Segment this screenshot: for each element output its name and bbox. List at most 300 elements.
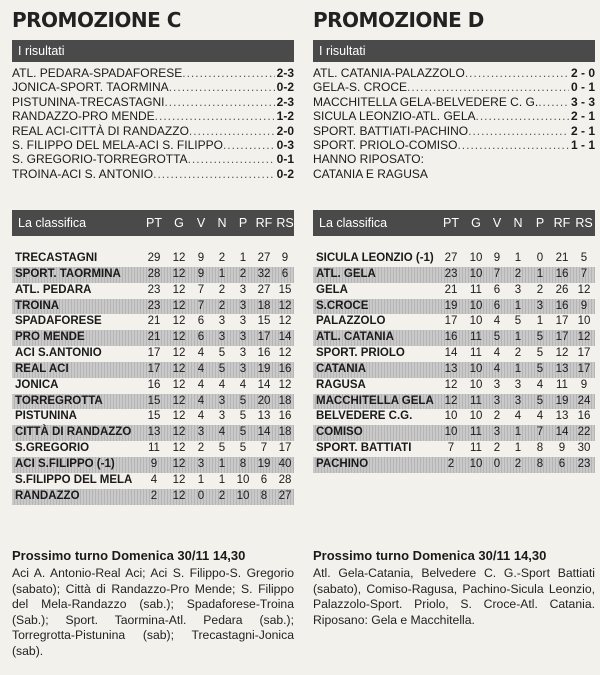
stat-n: 4 [514,410,522,423]
result-row [12,152,294,166]
stat-v: 3 [493,394,501,407]
stat-n: 2 [218,299,226,312]
stat-p: 5 [536,394,544,407]
stat-v: 3 [197,426,205,439]
standings-row [313,378,595,394]
result-leader-dots [457,138,569,152]
stat-pt: 17 [147,362,161,375]
standings-row [12,267,294,283]
standings-header-title: La classifica [319,216,388,230]
standings-row [313,457,595,473]
result-row [313,80,595,94]
standings-row [313,346,595,362]
stat-n: 1 [514,362,522,375]
stat-g: 10 [469,362,483,375]
result-match: S. FILIPPO DEL MELA-ACI S. FILIPPO [12,137,223,152]
team-name: BELVEDERE C.G. [316,410,413,423]
stat-pt: 21 [444,283,458,296]
team-name: CATANIA [316,362,367,375]
stat-p: 5 [536,331,544,344]
stat-n: 5 [218,362,226,375]
stat-rs: 5 [580,252,588,264]
stat-n: 1 [218,457,226,470]
team-name: PRO MENDE [15,331,85,344]
stat-rs: 18 [278,394,292,407]
stat-v: 3 [493,378,501,391]
stat-rs: 22 [577,426,591,439]
result-score: 2-0 [276,123,294,138]
promozione-d-standings [313,251,595,473]
stat-pt: 19 [444,299,458,312]
promozione-d-column [313,6,595,627]
header-v: V [196,216,206,230]
stat-pt: 23 [147,283,161,296]
stat-rf: 11 [556,378,568,391]
result-leader-dots [188,152,275,166]
stat-n: 5 [218,442,226,455]
stat-rs: 16 [278,410,292,423]
stat-v: 0 [197,489,205,502]
stat-rs: 14 [278,331,292,344]
stat-g: 11 [470,426,482,439]
stat-v: 4 [493,347,501,360]
stat-n: 4 [218,426,226,439]
stat-n: 3 [218,331,226,344]
standings-row [313,394,595,410]
team-name: ATL. GELA [316,267,376,280]
stat-rs: 17 [278,442,292,455]
stat-pt: 23 [147,299,161,312]
stat-p: 5 [239,442,247,455]
stat-rf: 20 [257,394,271,407]
standings-row [12,251,294,267]
stat-v: 4 [197,410,205,423]
stat-rs: 12 [577,283,591,296]
stat-v: 9 [493,252,501,264]
stat-g: 11 [470,331,482,344]
result-row [12,138,294,152]
stat-p: 1 [536,267,544,280]
stat-pt: 9 [150,457,158,470]
result-leader-dots [538,95,569,109]
stat-n: 3 [218,410,226,423]
team-name: JONICA [15,378,59,391]
header-p: P [238,216,248,230]
stat-v: 5 [493,331,501,344]
team-name: SICULA LEONZIO (-1) [316,252,434,264]
result-match: SPORT. PRIOLO-COMISO [313,137,458,152]
stat-rf: 17 [555,315,569,328]
header-rf: RF [255,216,273,230]
promozione-c-standings-header [12,210,294,236]
stat-rf: 19 [555,394,569,407]
standings-row [313,409,595,425]
stat-pt: 16 [444,331,458,344]
stat-g: 11 [470,347,482,360]
team-name: PALAZZOLO [316,315,386,328]
stat-n: 1 [514,426,522,439]
stat-p: 8 [536,457,544,470]
stat-v: 4 [493,315,501,328]
stat-pt: 10 [444,426,458,439]
stat-v: 6 [197,331,205,344]
stat-n: 3 [218,394,226,407]
stat-rf: 14 [555,426,569,439]
stat-v: 4 [197,347,205,360]
stat-rs: 15 [278,283,292,296]
stat-n: 2 [218,489,226,502]
stat-g: 12 [172,315,186,328]
stat-rf: 18 [257,299,271,312]
team-name: CITTÀ DI RANDAZZO [15,426,132,439]
result-match: SICULA LEONZIO-ATL. GELA [313,109,476,124]
stat-p: 7 [536,426,544,439]
header-n: N [217,216,227,230]
stat-p: 4 [239,378,247,391]
promozione-c-standings [12,251,294,505]
stat-pt: 28 [147,267,161,280]
stat-rs: 6 [281,267,289,280]
stat-pt: 12 [444,394,458,407]
stat-n: 1 [514,299,522,312]
stat-rs: 18 [278,426,292,439]
stat-rf: 13 [555,410,569,423]
team-name: TORREGROTTA [15,394,103,407]
result-match: S. GREGORIO-TORREGROTTA [12,152,188,167]
stat-v: 4 [197,394,205,407]
stat-rf: 27 [257,252,271,264]
stat-pt: 21 [147,331,161,344]
stat-rf: 21 [555,252,569,264]
result-row [313,124,595,138]
standings-header-title: La classifica [18,216,87,230]
result-leader-dots [169,80,275,94]
team-name: S.FILIPPO DEL MELA [15,473,133,486]
stat-rs: 12 [278,315,292,328]
standings-row [313,362,595,378]
stat-v: 2 [197,442,205,455]
result-match: MACCHITELLA GELA-BELVEDERE C. G. [313,94,539,109]
result-score: 2-3 [276,66,294,80]
standings-row [12,489,294,505]
result-score: 1-2 [276,109,294,124]
result-score: 0 - 1 [570,80,595,95]
promozione-d-next-round-title: Prossimo turno Domenica 30/11 14,30 [313,548,547,563]
stat-rs: 30 [577,442,591,455]
standings-row [12,457,294,473]
result-leader-dots [468,124,569,138]
stat-rs: 9 [580,299,588,312]
stat-pt: 10 [444,410,458,423]
result-match: GELA-S. CROCE [313,80,408,95]
stat-v: 2 [493,410,501,423]
stat-v: 9 [197,267,205,280]
stat-g: 12 [172,457,186,470]
stat-n: 4 [218,378,226,391]
stat-v: 1 [197,473,205,486]
stat-n: 3 [514,283,522,296]
stat-p: 8 [239,457,247,470]
result-row [313,109,595,123]
stat-v: 4 [197,378,205,391]
stat-n: 5 [514,315,522,328]
stat-p: 3 [239,283,247,296]
header-p: P [535,216,545,230]
result-score: 0-2 [276,166,294,181]
stat-g: 12 [172,378,186,391]
standings-row [12,425,294,441]
stat-rf: 16 [257,347,271,360]
result-score: 1 - 1 [570,137,595,152]
stat-g: 12 [172,473,186,486]
stat-g: 12 [172,347,186,360]
standings-row [313,441,595,457]
stat-rf: 19 [257,457,271,470]
result-score: 2 - 0 [570,66,595,80]
result-leader-dots [189,124,275,138]
stat-rf: 16 [555,299,569,312]
stat-g: 12 [172,267,186,280]
stat-pt: 16 [147,378,161,391]
stat-pt: 12 [444,378,458,391]
stat-n: 1 [218,267,226,280]
stat-g: 12 [172,299,186,312]
stat-g: 10 [469,252,483,264]
stat-n: 1 [514,442,522,455]
stat-p: 5 [239,426,247,439]
stat-v: 6 [493,299,501,312]
standings-row [12,441,294,457]
stat-p: 5 [536,362,544,375]
promozione-c-next-round-text: Aci A. Antonio-Real Aci; Aci S. Filippo-S. Gregorio (sabato); Città di Randazzo-Pro Mende; S. Filippo del Mela-Randazzo (sab.); Spadaforese-Troina (Sab.); Sport. Taormina-Atl. Pedara (sab.); Torregrotta-Pistunina (sab); Trecastagni-Jonica (sab). [12,566,294,658]
stat-rf: 8 [260,489,268,502]
stat-p: 5 [536,347,544,360]
result-row [313,66,595,80]
result-match: JONICA-SPORT. TAORMINA [12,80,169,95]
standings-row [12,346,294,362]
stat-p: 0 [536,252,544,264]
result-row [12,80,294,94]
stat-rs: 27 [278,489,292,502]
stat-rf: 14 [257,378,271,391]
stat-pt: 4 [150,473,158,486]
stat-rs: 23 [577,457,591,470]
result-row [313,95,595,109]
stat-rs: 16 [278,362,292,375]
result-leader-dots [465,66,569,80]
standings-row [12,283,294,299]
team-name: RAGUSA [316,378,366,391]
standings-row [313,425,595,441]
stat-g: 10 [469,299,483,312]
stat-p: 10 [236,489,250,502]
standings-row [12,299,294,315]
stat-rs: 12 [577,331,591,344]
stat-rf: 9 [558,442,566,455]
stat-v: 2 [493,442,501,455]
stat-pt: 21 [147,315,161,328]
stat-n: 3 [514,394,522,407]
result-match: RANDAZZO-PRO MENDE [12,109,155,124]
stat-p: 5 [239,394,247,407]
stat-g: 10 [469,378,483,391]
team-name: SPADAFORESE [15,315,102,328]
result-row [12,124,294,138]
stat-v: 4 [493,362,501,375]
result-row [12,95,294,109]
promozione-d-rest-teams: CATANIA E RAGUSA [313,166,428,181]
promozione-d-title: PROMOZIONE D [313,8,484,32]
team-name: ACI S.FILIPPO (-1) [15,457,115,470]
stat-rs: 9 [580,378,588,391]
stat-rf: 27 [257,283,271,296]
stat-v: 9 [197,252,205,264]
result-score: 2-3 [276,94,294,109]
stat-rf: 15 [257,315,271,328]
stat-g: 12 [172,252,186,264]
result-match: PISTUNINA-TRECASTAGNI [12,94,165,109]
result-score: 0-2 [276,80,294,95]
stat-p: 10 [236,473,250,486]
stat-n: 2 [218,283,226,296]
stat-pt: 7 [447,442,455,455]
promozione-d-standings-header [313,210,595,236]
team-name: ATL. PEDARA [15,283,92,296]
stat-n: 3 [218,315,226,328]
stat-g: 12 [172,362,186,375]
stat-v: 4 [197,362,205,375]
result-leader-dots [164,95,274,109]
header-g: G [471,216,481,230]
result-score: 3 - 3 [570,94,595,109]
result-row [12,66,294,80]
header-pt: PT [146,216,162,230]
stat-g: 10 [469,410,483,423]
result-match: REAL ACI-CITTÀ DI RANDAZZO [12,123,189,138]
team-name: GELA [316,283,348,296]
stat-v: 3 [197,457,205,470]
stat-g: 12 [172,442,186,455]
stat-g: 11 [470,394,482,407]
stat-rs: 40 [278,457,292,470]
stat-rf: 17 [555,331,569,344]
stat-v: 6 [197,315,205,328]
result-match: SPORT. BATTIATI-PACHINO [313,123,469,138]
stat-g: 10 [469,267,483,280]
stat-rs: 24 [577,394,591,407]
stat-v: 0 [493,457,501,470]
promozione-c-results [12,66,294,181]
standings-row [313,251,595,267]
result-leader-dots [182,66,274,80]
stat-g: 12 [172,489,186,502]
result-match: TROINA-ACI S. ANTONIO [12,166,154,181]
stat-n: 2 [514,457,522,470]
stat-pt: 14 [444,347,458,360]
team-name: RANDAZZO [15,489,80,502]
stat-p: 2 [536,283,544,296]
result-leader-dots [155,109,275,123]
stat-g: 11 [470,283,482,296]
stat-g: 12 [172,394,186,407]
result-row [12,109,294,123]
stat-pt: 2 [150,489,158,502]
stat-rs: 17 [577,347,591,360]
promozione-d-results-header: I risultati [313,40,595,62]
standings-row [313,330,595,346]
stat-rf: 7 [260,442,268,455]
stat-n: 1 [514,252,522,264]
result-score: 2 - 1 [570,109,595,124]
stat-p: 3 [239,362,247,375]
stat-rs: 9 [281,252,289,264]
header-g: G [174,216,184,230]
stat-rf: 16 [555,267,569,280]
stat-rs: 12 [278,347,292,360]
stat-p: 3 [239,347,247,360]
stat-rs: 17 [577,362,591,375]
result-leader-dots [153,167,275,181]
stat-p: 4 [536,410,544,423]
stat-g: 11 [470,442,482,455]
stat-p: 3 [536,299,544,312]
team-name: ACI S.ANTONIO [15,347,102,360]
team-name: SPORT. TAORMINA [15,267,121,280]
standings-row [12,473,294,489]
header-rf: RF [553,216,571,230]
stat-rf: 13 [257,410,271,423]
result-match: ATL. CATANIA-PALAZZOLO [313,66,465,80]
stat-n: 1 [218,473,226,486]
standings-row [12,394,294,410]
stat-rf: 6 [558,457,566,470]
stat-v: 7 [493,267,501,280]
stat-p: 5 [239,410,247,423]
stat-n: 2 [218,252,226,264]
stat-v: 7 [197,299,205,312]
stat-n: 1 [514,331,522,344]
standings-row [12,378,294,394]
stat-pt: 2 [447,457,455,470]
standings-row [12,314,294,330]
stat-p: 3 [239,315,247,328]
stat-rs: 28 [278,473,292,486]
standings-row [313,267,595,283]
team-name: TRECASTAGNI [15,252,98,264]
team-name: ATL. CATANIA [316,331,394,344]
result-leader-dots [476,109,569,123]
result-score: 2 - 1 [570,123,595,138]
stat-n: 5 [218,347,226,360]
promozione-d-results [313,66,595,152]
standings-row [313,299,595,315]
result-leader-dots [407,80,569,94]
header-rs: RS [575,216,593,230]
promozione-c-column [12,6,294,658]
stat-rf: 12 [555,347,569,360]
stat-v: 6 [493,283,501,296]
stat-rf: 17 [257,331,271,344]
stat-pt: 13 [444,362,458,375]
stat-p: 1 [239,252,247,264]
stat-g: 12 [172,283,186,296]
stat-pt: 23 [444,267,458,280]
standings-row [313,283,595,299]
stat-pt: 17 [444,315,458,328]
stat-rs: 12 [278,299,292,312]
stat-pt: 29 [147,252,161,264]
team-name: MACCHITELLA GELA [316,394,434,407]
